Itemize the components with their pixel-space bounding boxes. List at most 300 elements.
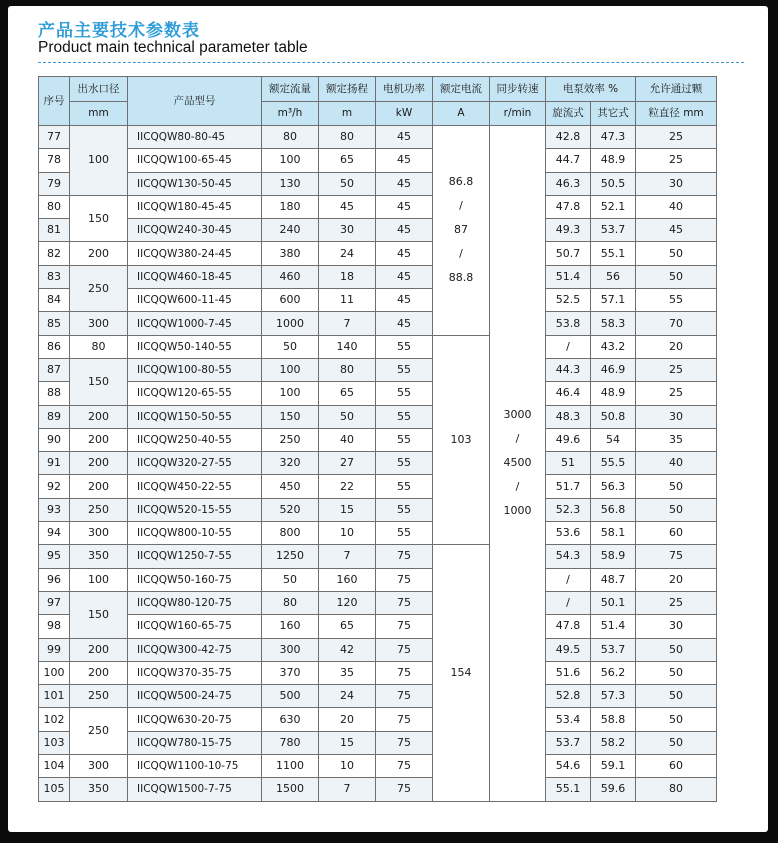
eff-other-cell: 56.8 [591, 498, 636, 521]
model-cell: IICQQW250-40-55 [128, 428, 262, 451]
diameter-cell: 200 [70, 661, 128, 684]
eff-other-cell: 56.2 [591, 661, 636, 684]
eff-other-cell: 58.9 [591, 545, 636, 568]
head-cell: 18 [319, 265, 376, 288]
header-speed: 同步转速 [490, 77, 546, 102]
eff-vortex-cell: 48.3 [546, 405, 591, 428]
eff-vortex-cell: 49.3 [546, 219, 591, 242]
current-cell [433, 126, 490, 336]
power-cell: 55 [376, 358, 433, 381]
eff-vortex-cell: 53.8 [546, 312, 591, 335]
head-cell: 50 [319, 405, 376, 428]
document-sheet [8, 6, 768, 832]
model-cell: IICQQW300-42-75 [128, 638, 262, 661]
model-cell: IICQQW1100-10-75 [128, 755, 262, 778]
particle-cell: 20 [636, 335, 717, 358]
model-cell: IICQQW240-30-45 [128, 219, 262, 242]
particle-cell: 25 [636, 149, 717, 172]
header-diameter-unit: mm [70, 101, 128, 126]
head-cell: 40 [319, 428, 376, 451]
table-row [39, 289, 717, 312]
eff-vortex-cell: 49.5 [546, 638, 591, 661]
head-cell: 42 [319, 638, 376, 661]
table-row [39, 358, 717, 381]
eff-other-cell: 53.7 [591, 638, 636, 661]
table-row [39, 126, 717, 149]
eff-vortex-cell: / [546, 568, 591, 591]
header-efficiency: 电泵效率 % [546, 77, 636, 102]
flow-cell: 50 [262, 335, 319, 358]
table-row [39, 475, 717, 498]
power-cell: 45 [376, 242, 433, 265]
dashed-divider [38, 62, 744, 63]
diameter-cell: 300 [70, 755, 128, 778]
diameter-cell: 150 [70, 358, 128, 405]
particle-cell: 45 [636, 219, 717, 242]
seq-cell: 86 [39, 335, 70, 358]
eff-vortex-cell: 47.8 [546, 615, 591, 638]
model-cell: IICQQW130-50-45 [128, 172, 262, 195]
model-cell: IICQQW1250-7-55 [128, 545, 262, 568]
model-cell: IICQQW50-140-55 [128, 335, 262, 358]
power-cell: 45 [376, 126, 433, 149]
eff-other-cell: 47.3 [591, 126, 636, 149]
seq-cell: 93 [39, 498, 70, 521]
power-cell: 75 [376, 731, 433, 754]
eff-vortex-cell: 53.4 [546, 708, 591, 731]
flow-cell: 520 [262, 498, 319, 521]
table-row [39, 638, 717, 661]
head-cell: 15 [319, 731, 376, 754]
header-flow-unit: m³/h [262, 101, 319, 126]
table-row [39, 195, 717, 218]
particle-cell: 70 [636, 312, 717, 335]
seq-cell: 85 [39, 312, 70, 335]
head-cell: 65 [319, 382, 376, 405]
power-cell: 75 [376, 638, 433, 661]
diameter-cell: 250 [70, 708, 128, 755]
model-cell: IICQQW100-80-55 [128, 358, 262, 381]
diameter-cell: 250 [70, 265, 128, 312]
header-eff-vortex: 旋流式 [546, 101, 591, 126]
table-row [39, 685, 717, 708]
particle-cell: 50 [636, 685, 717, 708]
model-cell: IICQQW120-65-55 [128, 382, 262, 405]
eff-other-cell: 59.6 [591, 778, 636, 801]
eff-other-cell: 48.9 [591, 382, 636, 405]
eff-vortex-cell: 49.6 [546, 428, 591, 451]
speed-cell [490, 126, 546, 802]
eff-other-cell: 56.3 [591, 475, 636, 498]
model-cell: IICQQW180-45-45 [128, 195, 262, 218]
seq-cell: 94 [39, 522, 70, 545]
table-row [39, 661, 717, 684]
eff-vortex-cell: 46.4 [546, 382, 591, 405]
seq-cell: 79 [39, 172, 70, 195]
power-cell: 75 [376, 661, 433, 684]
eff-other-cell: 57.3 [591, 685, 636, 708]
table-row [39, 522, 717, 545]
flow-cell: 600 [262, 289, 319, 312]
diameter-cell: 100 [70, 126, 128, 196]
head-cell: 80 [319, 358, 376, 381]
table-row [39, 149, 717, 172]
diameter-cell: 150 [70, 195, 128, 242]
seq-cell: 98 [39, 615, 70, 638]
head-cell: 35 [319, 661, 376, 684]
seq-cell: 100 [39, 661, 70, 684]
diameter-cell: 300 [70, 312, 128, 335]
diameter-cell: 100 [70, 568, 128, 591]
head-cell: 7 [319, 312, 376, 335]
seq-cell: 99 [39, 638, 70, 661]
model-cell: IICQQW1500-7-75 [128, 778, 262, 801]
model-cell: IICQQW50-160-75 [128, 568, 262, 591]
flow-cell: 160 [262, 615, 319, 638]
model-cell: IICQQW380-24-45 [128, 242, 262, 265]
head-cell: 30 [319, 219, 376, 242]
eff-vortex-cell: 51.7 [546, 475, 591, 498]
flow-cell: 320 [262, 452, 319, 475]
table-row [39, 428, 717, 451]
head-cell: 27 [319, 452, 376, 475]
flow-cell: 100 [262, 382, 319, 405]
particle-cell: 25 [636, 382, 717, 405]
merged-line: 154 [450, 665, 472, 679]
header-head-unit: m [319, 101, 376, 126]
header-current: 额定电流 [433, 77, 490, 102]
power-cell: 55 [376, 335, 433, 358]
power-cell: 45 [376, 265, 433, 288]
header-particle-unit: 粒直径 mm [636, 101, 717, 126]
model-cell: IICQQW630-20-75 [128, 708, 262, 731]
table-row [39, 591, 717, 614]
particle-cell: 60 [636, 755, 717, 778]
flow-cell: 800 [262, 522, 319, 545]
header-particle: 允许通过颗 [636, 77, 717, 102]
eff-vortex-cell: 51 [546, 452, 591, 475]
eff-vortex-cell: 51.6 [546, 661, 591, 684]
model-cell: IICQQW520-15-55 [128, 498, 262, 521]
seq-cell: 103 [39, 731, 70, 754]
power-cell: 55 [376, 498, 433, 521]
particle-cell: 50 [636, 265, 717, 288]
head-cell: 65 [319, 149, 376, 172]
diameter-cell: 150 [70, 591, 128, 638]
seq-cell: 83 [39, 265, 70, 288]
seq-cell: 77 [39, 126, 70, 149]
diameter-cell: 200 [70, 405, 128, 428]
eff-other-cell: 48.7 [591, 568, 636, 591]
header-flow: 额定流量 [262, 77, 319, 102]
head-cell: 140 [319, 335, 376, 358]
merged-line: 86.8 [448, 175, 474, 189]
current-cell [433, 335, 490, 545]
table-row [39, 382, 717, 405]
header-seq: 序号 [39, 77, 70, 126]
head-cell: 7 [319, 545, 376, 568]
particle-cell: 50 [636, 475, 717, 498]
table-row [39, 545, 717, 568]
eff-other-cell: 50.1 [591, 591, 636, 614]
diameter-cell: 350 [70, 778, 128, 801]
merged-line: 3000 [503, 408, 532, 422]
merged-line: 1000 [503, 504, 532, 518]
power-cell: 75 [376, 685, 433, 708]
particle-cell: 25 [636, 126, 717, 149]
seq-cell: 95 [39, 545, 70, 568]
eff-other-cell: 50.8 [591, 405, 636, 428]
power-cell: 75 [376, 568, 433, 591]
flow-cell: 460 [262, 265, 319, 288]
flow-cell: 50 [262, 568, 319, 591]
flow-cell: 380 [262, 242, 319, 265]
head-cell: 160 [319, 568, 376, 591]
eff-vortex-cell: / [546, 591, 591, 614]
header-diameter: 出水口径 [70, 77, 128, 102]
diameter-cell: 300 [70, 522, 128, 545]
head-cell: 22 [319, 475, 376, 498]
eff-other-cell: 58.8 [591, 708, 636, 731]
diameter-cell: 200 [70, 428, 128, 451]
model-cell: IICQQW460-18-45 [128, 265, 262, 288]
eff-other-cell: 58.3 [591, 312, 636, 335]
flow-cell: 1250 [262, 545, 319, 568]
particle-cell: 50 [636, 708, 717, 731]
particle-cell: 30 [636, 615, 717, 638]
head-cell: 45 [319, 195, 376, 218]
header-speed-unit: r/min [490, 101, 546, 126]
model-cell: IICQQW320-27-55 [128, 452, 262, 475]
flow-cell: 150 [262, 405, 319, 428]
eff-vortex-cell: 44.3 [546, 358, 591, 381]
head-cell: 10 [319, 522, 376, 545]
table-row [39, 755, 717, 778]
flow-cell: 1500 [262, 778, 319, 801]
diameter-cell: 200 [70, 638, 128, 661]
power-cell: 55 [376, 522, 433, 545]
eff-other-cell: 58.2 [591, 731, 636, 754]
power-cell: 45 [376, 195, 433, 218]
head-cell: 11 [319, 289, 376, 312]
current-cell [433, 545, 490, 801]
particle-cell: 35 [636, 428, 717, 451]
seq-cell: 91 [39, 452, 70, 475]
flow-cell: 80 [262, 591, 319, 614]
flow-cell: 240 [262, 219, 319, 242]
particle-cell: 50 [636, 638, 717, 661]
model-cell: IICQQW100-65-45 [128, 149, 262, 172]
table-row [39, 778, 717, 801]
particle-cell: 50 [636, 242, 717, 265]
head-cell: 7 [319, 778, 376, 801]
eff-vortex-cell: 54.6 [546, 755, 591, 778]
eff-other-cell: 55.5 [591, 452, 636, 475]
eff-other-cell: 50.5 [591, 172, 636, 195]
seq-cell: 78 [39, 149, 70, 172]
head-cell: 15 [319, 498, 376, 521]
eff-vortex-cell: 52.5 [546, 289, 591, 312]
eff-vortex-cell: 44.7 [546, 149, 591, 172]
table-row [39, 242, 717, 265]
seq-cell: 89 [39, 405, 70, 428]
particle-cell: 20 [636, 568, 717, 591]
seq-cell: 104 [39, 755, 70, 778]
model-cell: IICQQW780-15-75 [128, 731, 262, 754]
power-cell: 45 [376, 149, 433, 172]
power-cell: 75 [376, 591, 433, 614]
merged-line: 103 [450, 433, 472, 446]
eff-vortex-cell: 55.1 [546, 778, 591, 801]
table-row [39, 615, 717, 638]
seq-cell: 102 [39, 708, 70, 731]
power-cell: 75 [376, 778, 433, 801]
diameter-cell: 250 [70, 498, 128, 521]
diameter-cell: 200 [70, 475, 128, 498]
particle-cell: 55 [636, 289, 717, 312]
flow-cell: 450 [262, 475, 319, 498]
eff-other-cell: 56 [591, 265, 636, 288]
header-power-unit: kW [376, 101, 433, 126]
model-cell: IICQQW600-11-45 [128, 289, 262, 312]
head-cell: 20 [319, 708, 376, 731]
eff-other-cell: 52.1 [591, 195, 636, 218]
head-cell: 80 [319, 126, 376, 149]
seq-cell: 81 [39, 219, 70, 242]
head-cell: 120 [319, 591, 376, 614]
power-cell: 55 [376, 452, 433, 475]
seq-cell: 80 [39, 195, 70, 218]
model-cell: IICQQW80-120-75 [128, 591, 262, 614]
eff-vortex-cell: 46.3 [546, 172, 591, 195]
particle-cell: 40 [636, 452, 717, 475]
flow-cell: 300 [262, 638, 319, 661]
power-cell: 75 [376, 755, 433, 778]
table-row [39, 172, 717, 195]
title-english: Product main technical parameter table [38, 39, 308, 56]
model-cell: IICQQW450-22-55 [128, 475, 262, 498]
table-row [39, 335, 717, 358]
eff-vortex-cell: 53.7 [546, 731, 591, 754]
eff-other-cell: 55.1 [591, 242, 636, 265]
parameter-table [38, 76, 717, 802]
seq-cell: 87 [39, 358, 70, 381]
particle-cell: 50 [636, 731, 717, 754]
model-cell: IICQQW370-35-75 [128, 661, 262, 684]
title-chinese: 产品主要技术参数表 [38, 21, 200, 41]
merged-line: / [515, 480, 520, 494]
table-row [39, 405, 717, 428]
particle-cell: 60 [636, 522, 717, 545]
eff-other-cell: 48.9 [591, 149, 636, 172]
power-cell: 45 [376, 219, 433, 242]
merged-line: / [459, 199, 463, 213]
power-cell: 55 [376, 405, 433, 428]
eff-other-cell: 43.2 [591, 335, 636, 358]
power-cell: 45 [376, 289, 433, 312]
flow-cell: 500 [262, 685, 319, 708]
eff-vortex-cell: 51.4 [546, 265, 591, 288]
seq-cell: 82 [39, 242, 70, 265]
merged-line: / [515, 432, 520, 446]
header-current-unit: A [433, 101, 490, 126]
table-row [39, 312, 717, 335]
power-cell: 55 [376, 382, 433, 405]
eff-vortex-cell: 52.3 [546, 498, 591, 521]
particle-cell: 50 [636, 498, 717, 521]
seq-cell: 92 [39, 475, 70, 498]
merged-line: 87 [454, 223, 468, 237]
particle-cell: 30 [636, 405, 717, 428]
flow-cell: 80 [262, 126, 319, 149]
table-row [39, 568, 717, 591]
merged-line: 88.8 [448, 271, 474, 285]
power-cell: 55 [376, 475, 433, 498]
head-cell: 50 [319, 172, 376, 195]
eff-vortex-cell: 50.7 [546, 242, 591, 265]
model-cell: IICQQW80-80-45 [128, 126, 262, 149]
eff-vortex-cell: 42.8 [546, 126, 591, 149]
flow-cell: 250 [262, 428, 319, 451]
diameter-cell: 350 [70, 545, 128, 568]
flow-cell: 370 [262, 661, 319, 684]
flow-cell: 100 [262, 358, 319, 381]
header-head: 额定扬程 [319, 77, 376, 102]
head-cell: 24 [319, 242, 376, 265]
header-power: 电机功率 [376, 77, 433, 102]
particle-cell: 75 [636, 545, 717, 568]
flow-cell: 100 [262, 149, 319, 172]
table-row [39, 452, 717, 475]
flow-cell: 180 [262, 195, 319, 218]
eff-other-cell: 51.4 [591, 615, 636, 638]
eff-other-cell: 57.1 [591, 289, 636, 312]
model-cell: IICQQW500-24-75 [128, 685, 262, 708]
power-cell: 45 [376, 312, 433, 335]
model-cell: IICQQW1000-7-45 [128, 312, 262, 335]
seq-cell: 90 [39, 428, 70, 451]
particle-cell: 50 [636, 661, 717, 684]
eff-vortex-cell: 47.8 [546, 195, 591, 218]
header-row-1 [39, 77, 717, 102]
merged-line: / [459, 247, 463, 261]
flow-cell: 130 [262, 172, 319, 195]
particle-cell: 25 [636, 591, 717, 614]
head-cell: 10 [319, 755, 376, 778]
particle-cell: 25 [636, 358, 717, 381]
seq-cell: 88 [39, 382, 70, 405]
power-cell: 55 [376, 428, 433, 451]
eff-vortex-cell: / [546, 335, 591, 358]
diameter-cell: 250 [70, 685, 128, 708]
head-cell: 65 [319, 615, 376, 638]
table-row [39, 708, 717, 731]
diameter-cell: 200 [70, 452, 128, 475]
eff-other-cell: 46.9 [591, 358, 636, 381]
header-model: 产品型号 [128, 77, 262, 126]
table-row [39, 219, 717, 242]
diameter-cell: 200 [70, 242, 128, 265]
model-cell: IICQQW160-65-75 [128, 615, 262, 638]
seq-cell: 97 [39, 591, 70, 614]
power-cell: 75 [376, 708, 433, 731]
particle-cell: 30 [636, 172, 717, 195]
eff-vortex-cell: 52.8 [546, 685, 591, 708]
eff-vortex-cell: 54.3 [546, 545, 591, 568]
power-cell: 75 [376, 615, 433, 638]
particle-cell: 40 [636, 195, 717, 218]
eff-other-cell: 54 [591, 428, 636, 451]
